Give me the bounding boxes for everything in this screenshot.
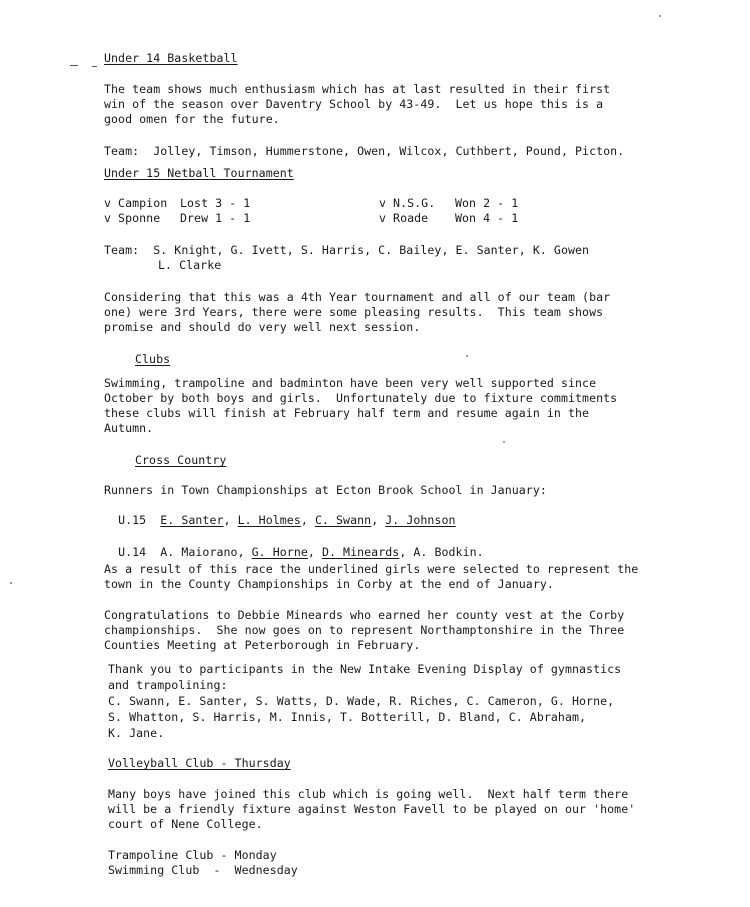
cc-u14-runner: D. Mineards [321,545,400,559]
cc-u15-runner: L. Holmes [237,513,301,527]
u15-para-line: Considering that this was a 4th Year tournament and all of our team (bar [104,290,611,304]
clubs-para-line: October by both boys and girls. Unfortunately due to fixture commitments [104,391,618,405]
result-score: Lost 3 - 1 [180,196,251,210]
heading-clubs: Clubs [135,352,171,366]
cc-u15-row: U.15 E. Santer, L. Holmes, C. Swann, J. Johnson [118,513,456,527]
u14-para-line: The team shows much enthusiasm which has at last resulted in their first [104,82,611,96]
speck [659,15,661,17]
result-opponent: v Roade [379,211,436,225]
cc-u14-row: U.14 A. Maiorano, G. Horne, D. Mineards, A. Bodkin. [118,545,484,559]
u15-para-line: one) were 3rd Years, there were some pleasing results. This team shows [104,305,604,319]
schedule-item: Trampoline Club - Monday [108,848,277,862]
u15-team: Team: S. Knight, G. Ivett, S. Harris, C. Bailey, E. Santer, K. Gowen [104,243,590,257]
heading-volleyball: Volleyball Club - Thursday [108,756,291,770]
margin-dash [92,66,97,67]
cc-intro: Runners in Town Championships at Ecton Brook School in January: [104,483,547,497]
cc-congrats-line: championships. She now goes on to represent Northamptonshire in the Three [104,623,625,637]
heading-u14-basketball: Under 14 Basketball [104,51,238,65]
cc-u14-runner: A. Bodkin. [413,545,484,559]
u15-team-cont: L. Clarke [158,258,222,272]
cc-thanks-line: C. Swann, E. Santer, S. Watts, D. Wade, R. Riches, C. Cameron, G. Horne, [108,694,615,708]
u14-team: Team: Jolley, Timson, Hummerstone, Owen, Wilcox, Cuthbert, Pound, Picton. [104,144,625,158]
result-score: Drew 1 - 1 [180,211,251,225]
result-score: Won 2 - 1 [455,196,519,210]
result-opponent: v N.S.G. [379,196,436,210]
clubs-para-line: Swimming, trampoline and badminton have been very well supported since [104,376,597,390]
heading-cross-country: Cross Country [135,453,227,467]
volleyball-para-line: will be a friendly fixture against Weston Favell to be played on our 'home' [108,802,636,816]
heading-u15-netball: Under 15 Netball Tournament [104,166,294,180]
cc-result-line: town in the County Championships in Corby at the end of January. [104,577,554,591]
result-opponent: v Sponne [104,211,168,225]
clubs-para-line: Autumn. [104,421,154,435]
cc-u14-label: U.14 [118,545,147,559]
cc-u15-label: U.15 [118,513,147,527]
schedule-item: Swimming Club - Wednesday [108,863,298,877]
cc-result-line: As a result of this race the underlined girls were selected to represent the [104,562,639,576]
volleyball-para-line: court of Nene College. [108,817,263,831]
cc-thanks-line: S. Whatton, S. Harris, M. Innis, T. Botterill, D. Bland, C. Abraham, [108,710,587,724]
cc-u15-runner: E. Santer [160,513,224,527]
clubs-para-line: these clubs will finish at February half term and resume again in the [104,406,590,420]
cc-u14-runner: G. Horne [251,545,308,559]
cc-u15-runner: C. Swann [314,513,372,527]
cc-congrats-line: Congratulations to Debbie Mineards who earned her county vest at the Corby [104,608,625,622]
u14-para-line: good omen for the future. [104,112,280,126]
speck [466,355,468,357]
speck [10,582,12,584]
cc-thanks-line: Thank you to participants in the New Intake Evening Display of gymnastics [108,662,622,676]
cc-u15-runner: J. Johnson [385,513,456,527]
result-score: Won 4 - 1 [455,211,519,225]
u14-para-line: win of the season over Daventry School by 43-49. Let us hope this is a [104,97,604,111]
u15-para-line: promise and should do very well next session. [104,320,421,334]
margin-dash [70,65,78,66]
result-opponent: v Campion [104,196,168,210]
cc-congrats-line: Counties Meeting at Peterborough in February. [104,638,421,652]
volleyball-para-line: Many boys have joined this club which is going well. Next half term there [108,787,629,801]
cc-thanks-line: K. Jane. [108,726,165,740]
cc-thanks-line: and trampolining: [108,678,228,692]
cc-u14-runner: A. Maiorano, [160,545,245,559]
speck [503,441,505,443]
